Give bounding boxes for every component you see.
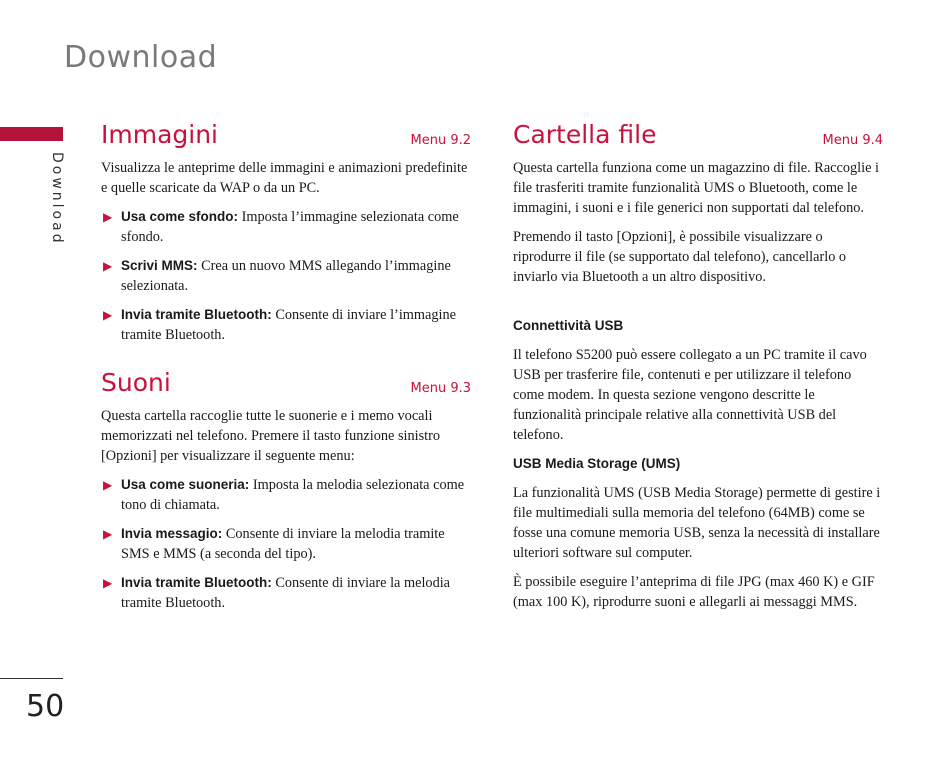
- section-intro: Visualizza le anteprime delle immagini e animazioni predefinite e quelle scaricate da WAP o da un PC.: [101, 160, 468, 196]
- bullet-item: [101, 573, 471, 613]
- bullet-text: [121, 256, 471, 296]
- bullet-text: [121, 207, 471, 247]
- footer-divider: [0, 678, 63, 679]
- bullet-label: Invia tramite Bluetooth:: [121, 575, 272, 590]
- triangle-right-icon: ▶: [103, 478, 113, 492]
- subheading: Connettività USB: [513, 318, 624, 333]
- paragraph: La funzionalità UMS (USB Media Storage) permette di gestire i file multimediali sulla memoria del telefono (64MB) come se fosse una comune memoria USB, senza la necessità di installare ulteriori software sul computer.: [513, 485, 881, 561]
- bullet-label: Invia messagio:: [121, 526, 223, 541]
- bullet-desc: Imposta l’immagine selezionata come sfondo.: [121, 209, 459, 245]
- side-tab-marker: [0, 127, 63, 141]
- bullet-item: [101, 475, 471, 515]
- menu-reference: Menu 9.4: [822, 133, 883, 148]
- bullet-desc: Consente di inviare la melodia tramite Bluetooth.: [121, 575, 451, 611]
- bullet-desc: Imposta la melodia selezionata come tono di chiamata.: [121, 477, 465, 513]
- paragraph: Il telefono S5200 può essere collegato a un PC tramite il cavo USB per trasferire file, contenuti e per utilizzare il telefono come modem. In questa sezione vengono descritte le funzionalità principale relative alla connettività USB del telefono.: [513, 347, 867, 443]
- section-title: Cartella file: [513, 120, 657, 149]
- paragraph: È possibile eseguire l’anteprima di file JPG (max 460 K) e GIF (max 100 K), riprodurre suoni e allegarli ai messaggi MMS.: [513, 574, 875, 610]
- section-title: Suoni: [101, 368, 171, 397]
- bullet-text: [121, 305, 471, 345]
- bullet-item: [101, 256, 471, 296]
- triangle-right-icon: ▶: [103, 308, 113, 322]
- triangle-right-icon: ▶: [103, 259, 113, 273]
- page-header-title: Download: [64, 40, 218, 75]
- menu-reference: Menu 9.2: [410, 133, 471, 148]
- section-immagini: [101, 120, 471, 345]
- left-column: [101, 120, 471, 622]
- bullet-item: [101, 524, 471, 564]
- section-suoni: [101, 368, 471, 613]
- right-column: [513, 120, 883, 621]
- triangle-right-icon: ▶: [103, 527, 113, 541]
- bullet-text: [121, 573, 471, 613]
- side-tab-label: Download: [49, 152, 65, 246]
- page-number: 50: [26, 689, 65, 724]
- menu-reference: Menu 9.3: [410, 381, 471, 396]
- subheading: USB Media Storage (UMS): [513, 456, 681, 471]
- triangle-right-icon: ▶: [103, 576, 113, 590]
- section-title: Immagini: [101, 120, 219, 149]
- bullet-item: [101, 305, 471, 345]
- bullet-label: Scrivi MMS:: [121, 258, 198, 273]
- section-intro: Questa cartella raccoglie tutte le suonerie e i memo vocali memorizzati nel telefono. Premere il tasto funzione sinistro [Opzioni] per visualizzare il seguente menu:: [101, 408, 441, 464]
- bullet-label: Invia tramite Bluetooth:: [121, 307, 272, 322]
- bullet-desc: Consente di inviare la melodia tramite SMS e MMS (a seconda del tipo).: [121, 526, 445, 562]
- paragraph: Premendo il tasto [Opzioni], è possibile visualizzare o riprodurre il file (se supportato dal telefono), cancellarlo o inviarlo via Bluetooth a un altro dispositivo.: [513, 229, 847, 285]
- triangle-right-icon: ▶: [103, 210, 113, 224]
- paragraph: Questa cartella funziona come un magazzino di file. Raccoglie i file trasferiti tramite funzionalità UMS o Bluetooth, come le immagini, i suoni e i file generici non supportati dal telefono.: [513, 160, 880, 216]
- bullet-desc: Crea un nuovo MMS allegando l’immagine selezionata.: [121, 258, 451, 294]
- bullet-text: [121, 475, 471, 515]
- bullet-label: Usa come sfondo:: [121, 209, 239, 224]
- bullet-item: [101, 207, 471, 247]
- bullet-label: Usa come suoneria:: [121, 477, 250, 492]
- bullet-desc: Consente di inviare l’immagine tramite Bluetooth.: [121, 307, 456, 343]
- bullet-text: [121, 524, 471, 564]
